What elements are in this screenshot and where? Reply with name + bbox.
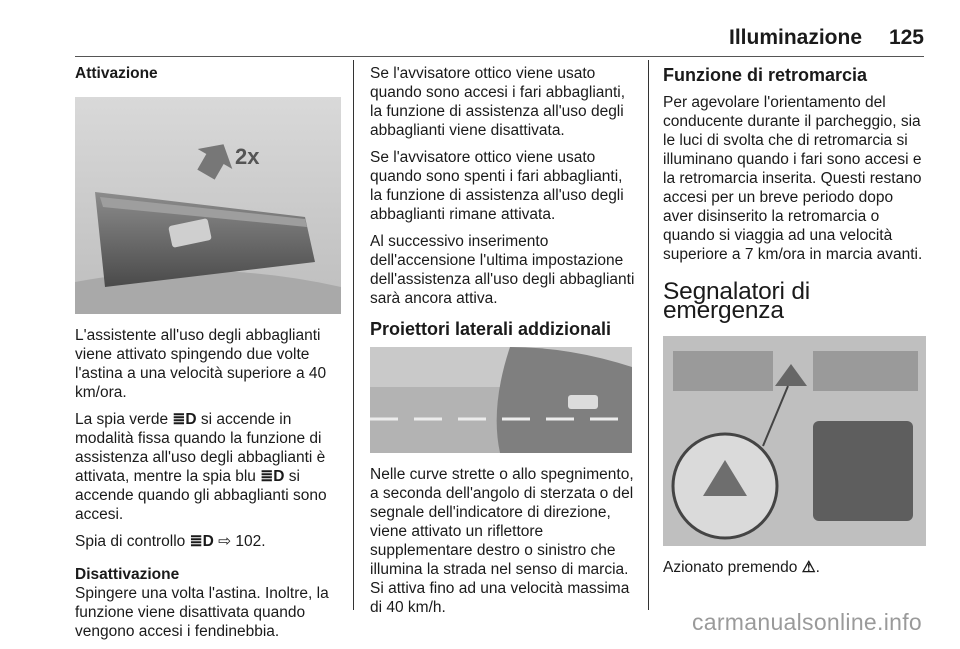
page-header bbox=[0, 26, 960, 56]
paragraph: Nelle curve strette o allo spegnimento, a seconda dell'angolo di sterzata o del segnale dell'indicatore di direzione, viene attivato un riflettore supplementare destro o sinistro che illumina la strada nel senso di marcia. Si attiva fino ad una velocità massima di 40 km/h. bbox=[370, 466, 634, 616]
high-beam-icon: ≣D bbox=[260, 468, 285, 485]
paragraph-spia: La spia verde ≣D si accende in modalità fissa quando la funzione di assistenza all'uso degli abbaglianti è attivata, mentre la spia blu ≣D si accende quando gli abbaglianti sono accesi. bbox=[75, 411, 327, 523]
column-2 bbox=[370, 64, 636, 625]
stalk-illustration bbox=[75, 97, 341, 314]
reference-arrow-icon: ⇨ bbox=[218, 533, 232, 550]
high-beam-assist-icon: ≣D bbox=[189, 533, 214, 550]
heading-retromarcia: Funzione di retromarcia bbox=[663, 65, 868, 85]
column-divider bbox=[648, 60, 649, 610]
high-beam-assist-icon: ≣D bbox=[172, 411, 197, 428]
hazard-switch-illustration bbox=[663, 336, 926, 546]
heading-attivazione: Attivazione bbox=[75, 65, 158, 82]
hazard-warning-icon: ⚠ bbox=[801, 559, 816, 576]
page-number: 125 bbox=[888, 26, 924, 49]
paragraph: Se l'avvisatore ottico viene usato quando sono spenti i fari abbaglianti, la funzione di assistenza all'uso degli abbaglianti rimane attivata. bbox=[370, 149, 624, 223]
cornering-light-illustration bbox=[370, 347, 632, 453]
paragraph: L'assistente all'uso degli abbaglianti viene attivato spingendo due volte l'astina a una velocità superiore a 40 km/ora. bbox=[75, 327, 327, 401]
paragraph: Al successivo inserimento dell'accensione l'ultima impostazione dell'assistenza all'uso degli abbaglianti sarà ancora attiva. bbox=[370, 233, 635, 307]
watermark: carmanualsonline.info bbox=[691, 609, 922, 635]
heading-proiettori: Proiettori laterali addizionali bbox=[370, 319, 612, 339]
paragraph: Spingere una volta l'astina. Inoltre, la funzione viene disattivata quando vengono accesi i fendinebbia. bbox=[75, 585, 329, 640]
figure-label-2x: 2x bbox=[235, 144, 260, 169]
figure-cornering-light bbox=[370, 347, 632, 453]
heading-disattivazione: Disattivazione bbox=[75, 566, 180, 583]
column-1 bbox=[75, 64, 341, 649]
figure-hazard-switch bbox=[663, 336, 926, 546]
chapter-title: Illuminazione bbox=[728, 26, 862, 49]
column-3 bbox=[663, 64, 926, 585]
column-divider bbox=[353, 60, 354, 610]
page-reference-link[interactable]: 102. bbox=[235, 533, 266, 550]
paragraph-hazard: Azionato premendo ⚠. bbox=[663, 559, 820, 576]
header-rule bbox=[75, 56, 924, 57]
paragraph-ref: Spia di controllo ≣D ⇨ 102. bbox=[75, 533, 266, 550]
section-title: Segnalatori di emergenza bbox=[663, 278, 811, 324]
paragraph: Se l'avvisatore ottico viene usato quando sono accesi i fari abbaglianti, la funzione di assistenza all'uso degli abbaglianti viene disattivata. bbox=[370, 65, 626, 139]
figure-stalk bbox=[75, 97, 341, 314]
paragraph: Per agevolare l'orientamento del conducente durante il parcheggio, sia le luci di svolta che di retromarcia si illuminano quando i fari sono accesi e la retromarcia inserita. Questi restano accesi per un breve periodo dopo aver disinserito la retromarcia o quando si viaggia ad una velocità superiore a 7 km/ora in marcia avanti. bbox=[663, 94, 923, 263]
